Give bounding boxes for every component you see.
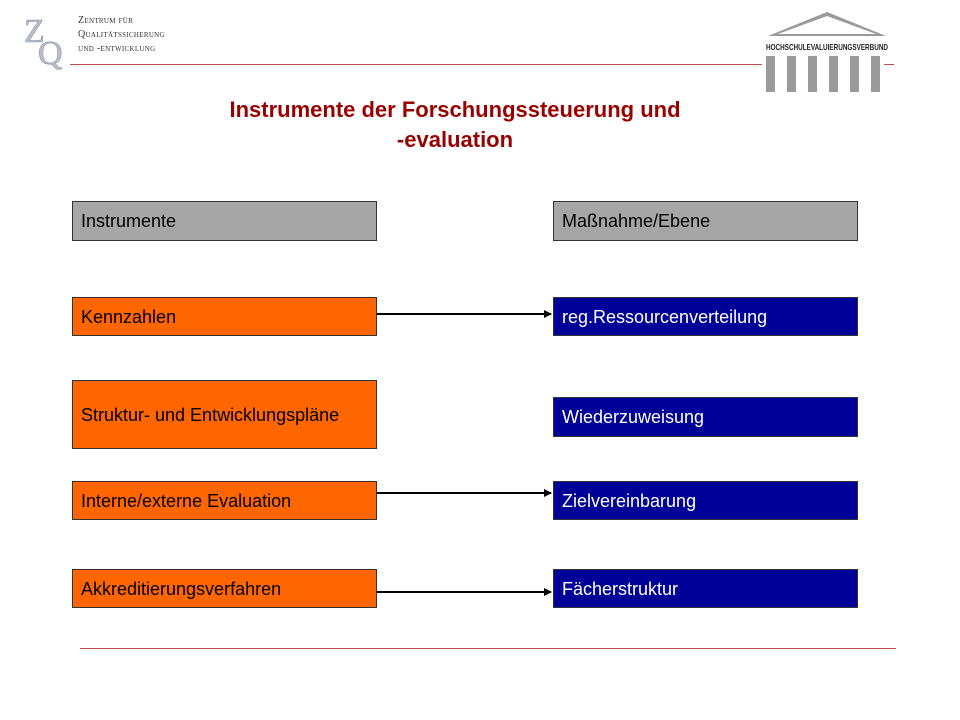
measure-box: reg.Ressourcenverteilung [553,297,858,336]
instrument-box: Kennzahlen [72,297,377,336]
measure-box: Wiederzuweisung [553,397,858,437]
slide-title-line-1: Instrumente der Forschungssteuerung und [229,97,681,122]
org-name-line-3: und -entwicklung [78,43,156,54]
instrument-box: Akkreditierungsverfahren [72,569,377,608]
measures-header: Maßnahme/Ebene [553,201,858,241]
slide-title-line-2: -evaluation [396,127,514,152]
org-name-line-1: Zentrum für [78,15,134,26]
logo-text: HOCHSCHULEVALUIERUNGSVERBUND [766,42,888,52]
footer-rule [80,648,896,649]
measure-box: Fächerstruktur [553,569,858,608]
org-name-line-2: Qualitätssicherung [78,29,165,40]
measure-box: Zielvereinbarung [553,481,858,520]
instruments-header: Instrumente [72,201,377,241]
zq-logo-z: Z [24,13,45,50]
instrument-box: Interne/externe Evaluation [72,481,377,520]
instrument-box: Struktur- und Entwicklungspläne [72,380,377,449]
zq-logo-q: Q [38,35,63,72]
